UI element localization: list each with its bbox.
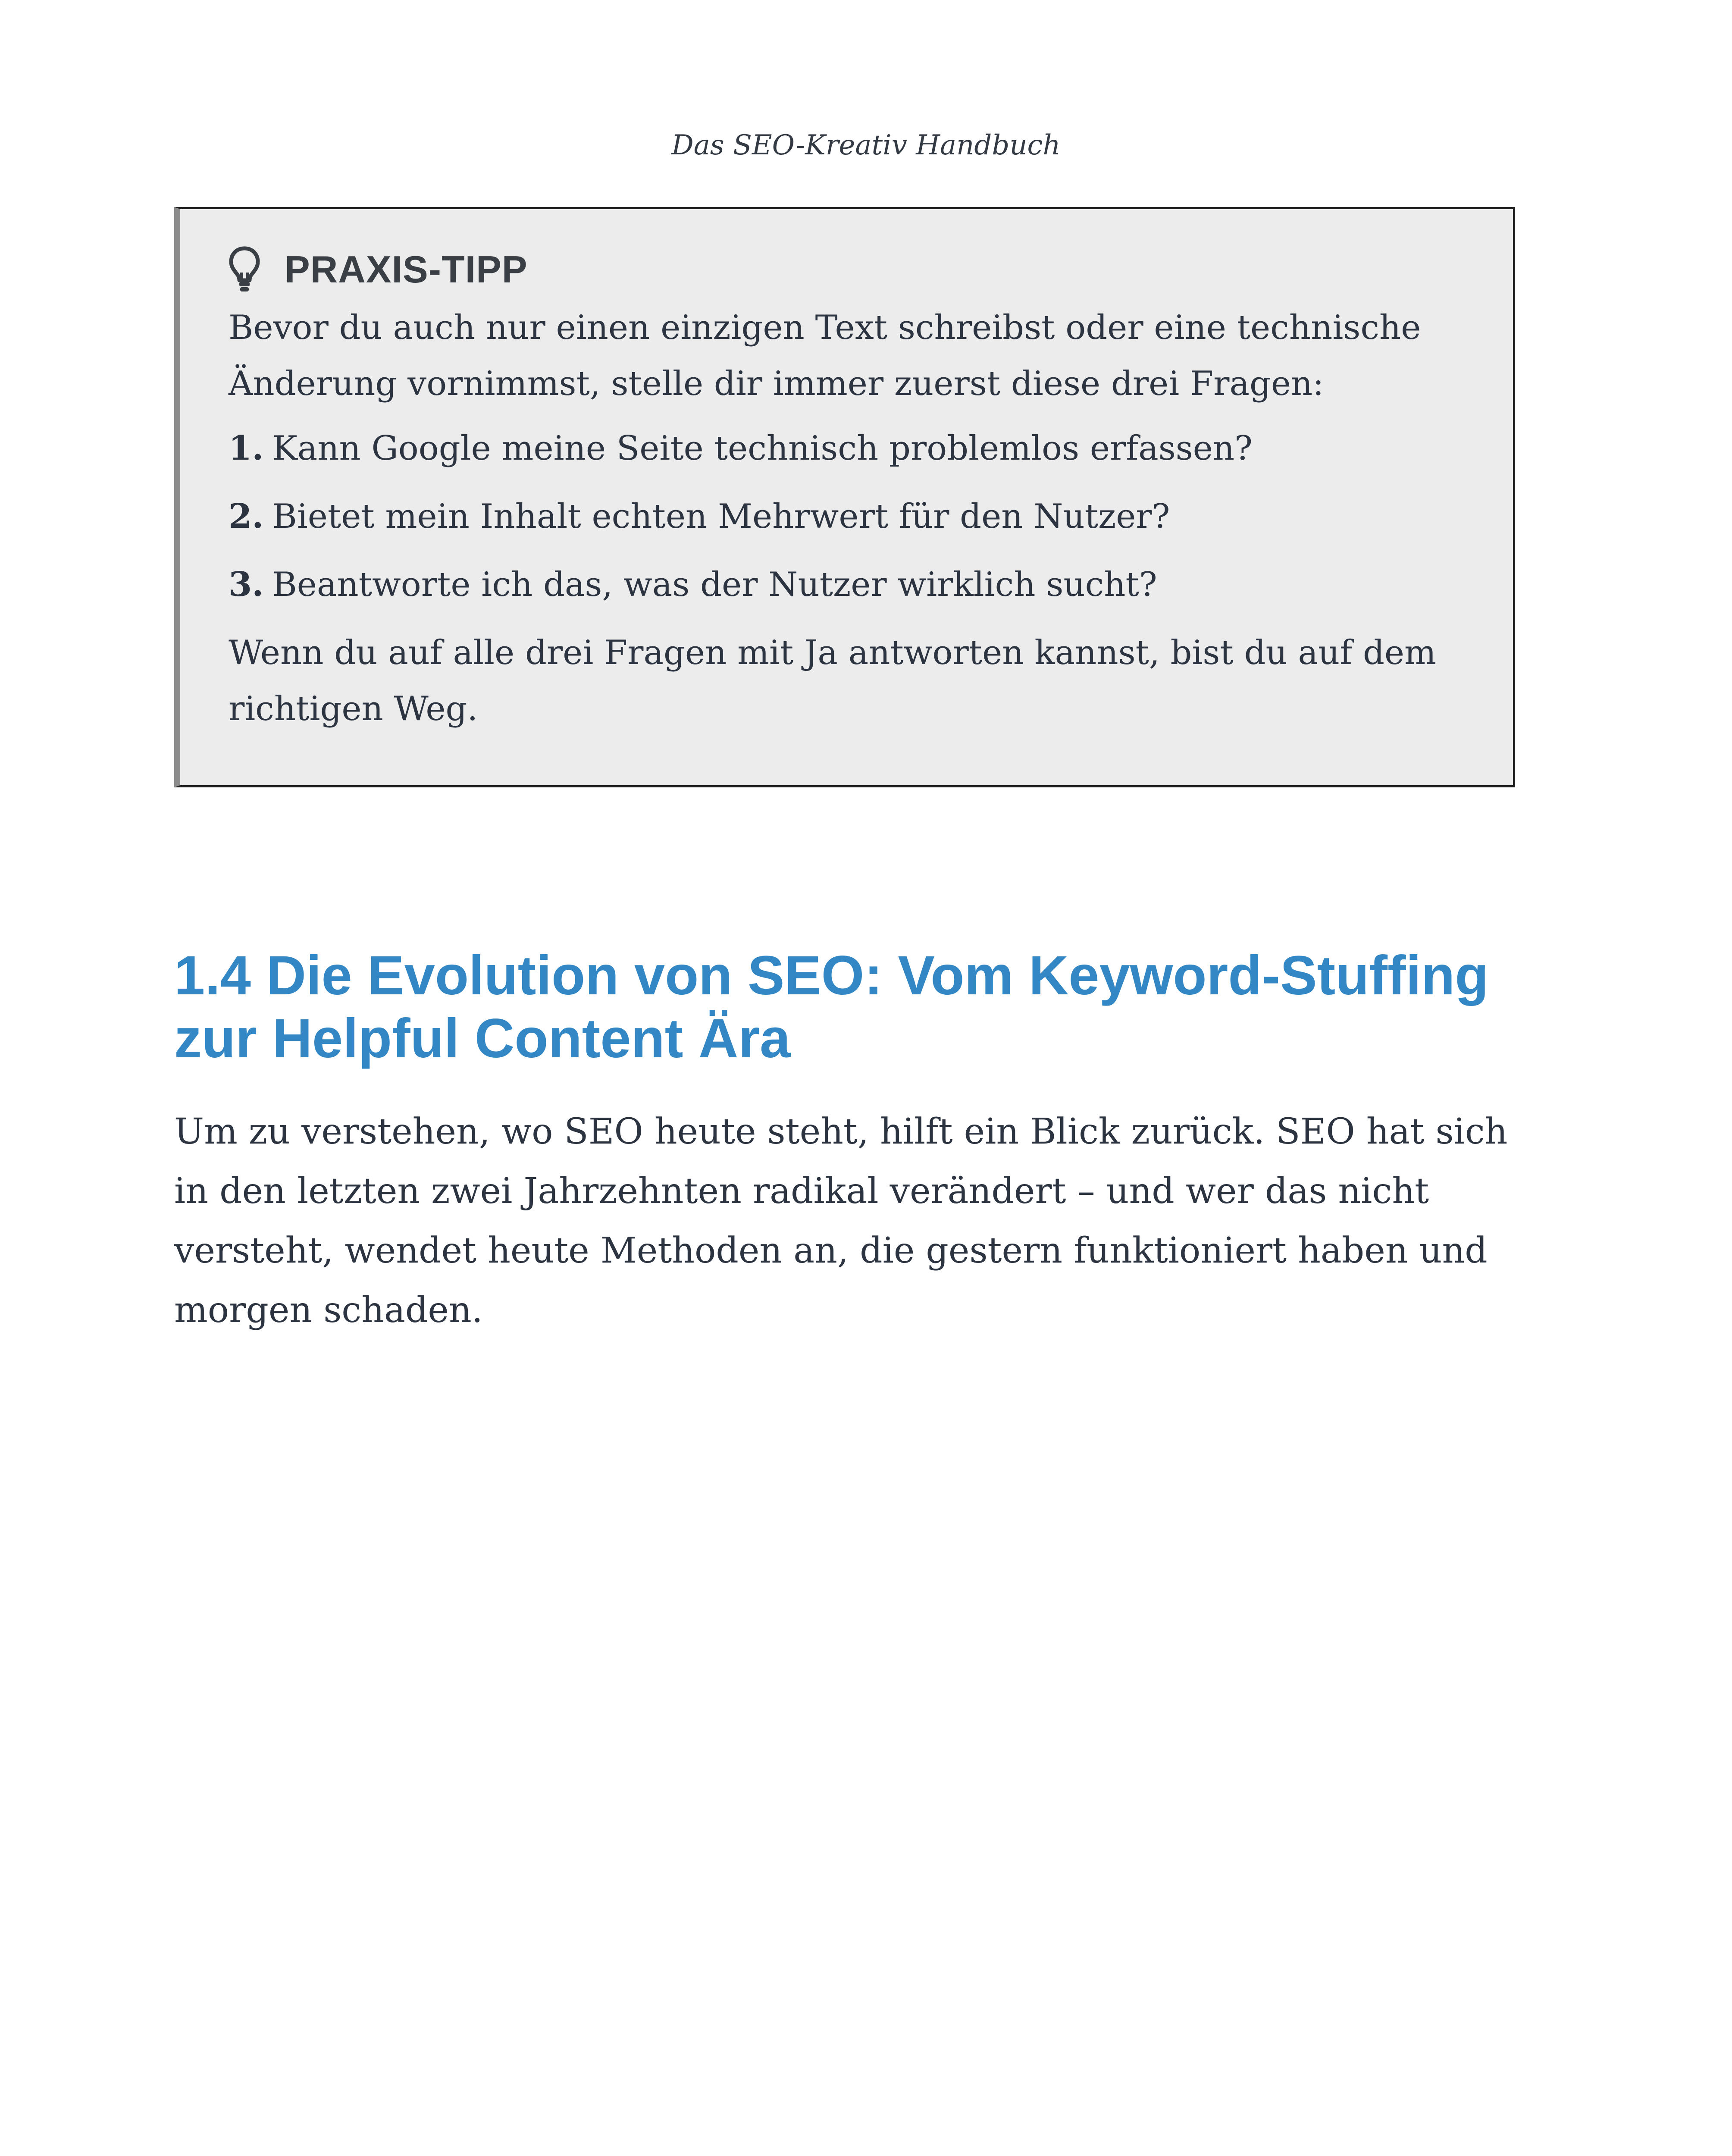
tip-question (229, 420, 1470, 476)
tip-intro: Bevor du auch nur einen einzigen Text schreibst oder eine technische Änderung vornimmst, stelle dir immer zuerst diese drei Fragen: (229, 308, 1421, 403)
lightbulb-icon (229, 246, 260, 293)
question-number: 1. (229, 429, 264, 468)
question-text: Beantworte ich das, was der Nutzer wirklich sucht? (272, 565, 1157, 604)
question-number: 3. (229, 565, 264, 604)
praxis-tipp-box (174, 207, 1515, 787)
tip-question (229, 557, 1470, 613)
tip-header (229, 244, 1470, 295)
tip-title: PRAXIS-TIPP (285, 248, 528, 291)
tip-content (229, 300, 1470, 737)
running-header: Das SEO-Kreativ Handbuch (671, 129, 1061, 161)
tip-outro: Wenn du auf alle drei Fragen mit Ja antworten kannst, bist du auf dem richtigen Weg. (229, 633, 1436, 728)
body-paragraph: Um zu verstehen, wo SEO heute steht, hilft ein Blick zurück. SEO hat sich in den letzten zwei Jahrzehnten radikal verändert – und wer das nicht versteht, wendet heute Methoden an, die gestern funktioniert haben und morgen schaden. (174, 1111, 1508, 1331)
question-number: 2. (229, 497, 264, 536)
tip-question (229, 489, 1470, 545)
question-text: Bietet mein Inhalt echten Mehrwert für den Nutzer? (272, 497, 1170, 536)
tip-question-list (229, 420, 1470, 613)
section-heading: 1.4 Die Evolution von SEO: Vom Keyword-Stuffing zur Helpful Content Ära (174, 945, 1489, 1069)
question-text: Kann Google meine Seite technisch problemlos erfassen? (272, 429, 1253, 468)
